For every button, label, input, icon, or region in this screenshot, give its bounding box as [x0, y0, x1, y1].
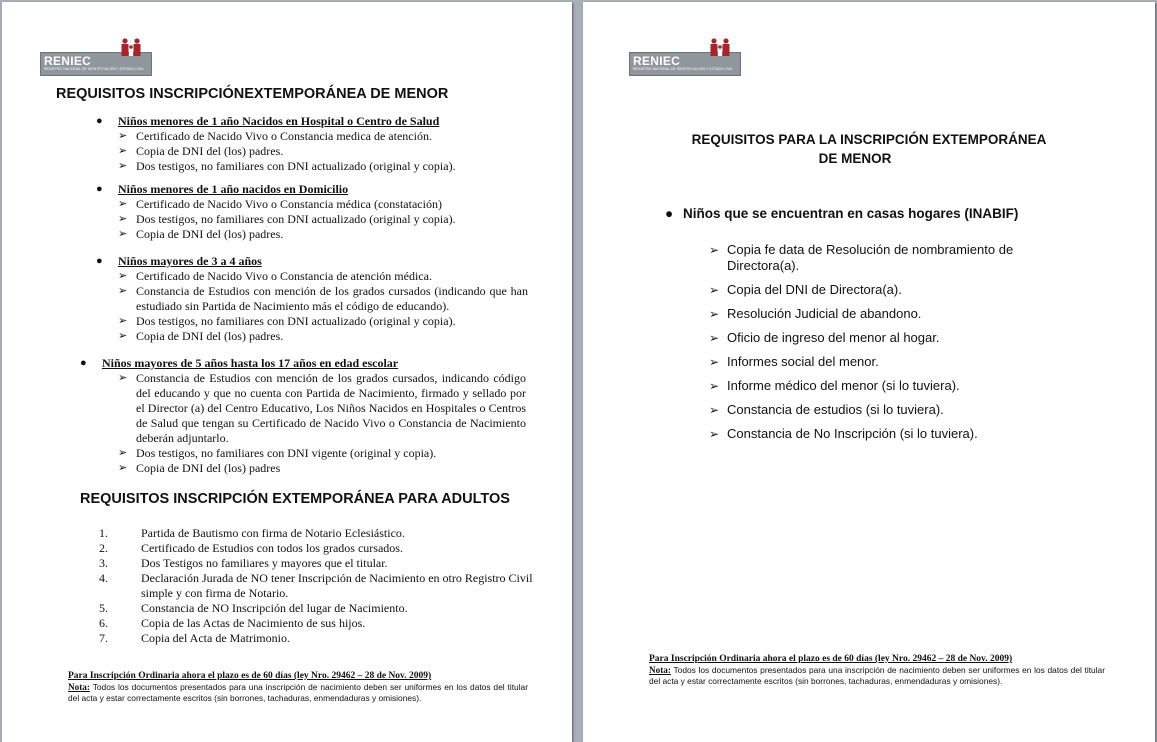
- list-item: ➢ Certificado de Nacido Vivo o Constancia médica (constatación): [118, 197, 442, 211]
- list-item: ➢ Copia del DNI de Directora(a).: [709, 282, 902, 297]
- arrow-bullet-icon: ➢: [709, 307, 720, 321]
- adults-list: [99, 526, 554, 646]
- arrow-bullet-icon: ➢: [709, 355, 720, 369]
- arrow-bullet-icon: ➢: [709, 427, 720, 441]
- numbered-item: 5. Constancia de NO Inscripción del lugar de Nacimiento.: [99, 601, 408, 615]
- document-page-left: [2, 2, 572, 742]
- arrow-bullet-icon: ➢: [118, 330, 128, 342]
- numbered-item: 4. Declaración Jurada de NO tener Inscripción de Nacimiento en otro Registro Civil simple y con firma de Notario.: [99, 571, 533, 600]
- arrow-bullet-icon: ➢: [118, 213, 128, 225]
- arrow-bullet-icon: ➢: [118, 160, 128, 172]
- title-line: DE MENOR: [818, 151, 892, 166]
- list-item: ➢ Dos testigos, no familiares con DNI actualizado (original y copia).: [118, 212, 456, 226]
- bullet-icon: ●: [80, 357, 87, 369]
- numbered-item: 2. Certificado de Estudios con todos los grados cursados.: [99, 541, 403, 555]
- arrow-bullet-icon: ➢: [118, 130, 128, 142]
- bullet-icon: ●: [96, 183, 103, 195]
- numbered-item: 1. Partida de Bautismo con firma de Notario Eclesiástico.: [99, 526, 405, 540]
- inabif-list: [709, 242, 1049, 450]
- arrow-bullet-icon: ➢: [709, 243, 720, 257]
- title-line: REQUISITOS PARA LA INSCRIPCIÓN EXTEMPORÁNEA: [691, 132, 1047, 147]
- list-item: ➢ Copia de DNI del (los) padres.: [118, 329, 284, 343]
- arrow-bullet-icon: ➢: [709, 283, 720, 297]
- page-title: REQUISITOS INSCRIPCIÓNEXTEMPORÁNEA DE MENOR: [56, 86, 449, 102]
- list-item: ➢ Copia de DNI del (los) padres.: [118, 227, 284, 241]
- arrow-bullet-icon: ➢: [118, 228, 128, 240]
- list-item: ➢ Resolución Judicial de abandono.: [709, 306, 922, 321]
- arrow-bullet-icon: ➢: [118, 372, 128, 384]
- list-item: ➢ Certificado de Nacido Vivo o Constancia medica de atención.: [118, 129, 432, 143]
- bullet-icon: ●: [665, 206, 674, 221]
- section-heading: ● Niños menores de 1 año Nacidos en Hospital o Centro de Salud: [96, 114, 440, 128]
- footer-deadline: Para Inscripción Ordinaria ahora el plazo es de 60 días (ley Nro. 29462 – 28 de Nov. 2009): [649, 654, 1013, 664]
- logo-subtext: REGISTRO NACIONAL DE IDENTIFICACIÓN Y ESTADO CIVIL: [44, 67, 145, 71]
- footer-deadline: Para Inscripción Ordinaria ahora el plazo es de 60 días (ley Nro. 29462 – 28 de Nov. 2009): [68, 671, 432, 681]
- document-page-right: [583, 2, 1155, 742]
- arrow-bullet-icon: ➢: [118, 145, 128, 157]
- footer-note-text: Nota: Todos los documentos presentados para una inscripción de nacimiento deben ser uniformes en los datos del titular del acta y estar correctamente escritos (sin borrones, tachaduras, enmendaduras y omisiones).: [68, 682, 528, 703]
- reniec-logo: [629, 38, 747, 78]
- footer-note: [649, 654, 1105, 687]
- list-item: ➢ Dos testigos, no familiares con DNI actualizado (original y copia).: [118, 314, 456, 328]
- family-figures-icon: [707, 38, 737, 56]
- page-title: [583, 130, 1155, 168]
- list-item: ➢ Copia de DNI del (los) padres.: [118, 144, 284, 158]
- logo-subtext: REGISTRO NACIONAL DE IDENTIFICACIÓN Y ESTADO CIVIL: [633, 67, 734, 71]
- logo-text: RENIEC: [633, 54, 681, 68]
- list-item: ➢ Copia de DNI del (los) padres: [118, 461, 281, 475]
- arrow-bullet-icon: ➢: [118, 198, 128, 210]
- numbered-item: 7. Copia del Acta de Matrimonio.: [99, 631, 290, 645]
- list-item: ➢ Dos testigos, no familiares con DNI actualizado (original y copia).: [118, 159, 456, 173]
- section-inabif: [665, 206, 1019, 221]
- footer-note-text: Nota: Todos los documentos presentados para una inscripción de nacimiento deben ser uniformes en los datos del titular del acta y estar correctamente escritos (sin borrones, tachaduras, enmendaduras y omisiones).: [649, 665, 1105, 686]
- section-3-4-anos: [96, 254, 528, 344]
- list-item: ➢ Constancia de Estudios con mención de los grados cursados, indicando código del educando y que no cuenta con Partida de Nacimiento, firmado y sellado por el Director (a) del Centro Educativo, Los Niños Nacidos en Hospitales o Centros de Salud que tengan su Certificado de Nacido Vivo o Constancia de Nacimiento deberán adjuntarlo.: [118, 371, 526, 445]
- list-item: ➢ Oficio de ingreso del menor al hogar.: [709, 330, 940, 345]
- section-heading: ● Niños mayores de 5 años hasta los 17 años en edad escolar: [80, 356, 399, 370]
- list-item: ➢ Dos testigos, no familiares con DNI vigente (original y copia).: [118, 446, 437, 460]
- arrow-bullet-icon: ➢: [118, 285, 128, 297]
- arrow-bullet-icon: ➢: [709, 379, 720, 393]
- section-heading: ● Niños menores de 1 año nacidos en Domicilio: [96, 182, 349, 196]
- list-item: ➢ Informes social del menor.: [709, 354, 879, 369]
- bullet-icon: ●: [96, 255, 103, 267]
- adults-title: REQUISITOS INSCRIPCIÓN EXTEMPORÁNEA PARA ADULTOS: [80, 491, 510, 507]
- arrow-bullet-icon: ➢: [118, 447, 128, 459]
- family-figures-icon: [118, 38, 148, 56]
- list-item: ➢ Copia fe data de Resolución de nombramiento de Directora(a).: [709, 242, 1014, 273]
- list-item: ➢ Informe médico del menor (si lo tuviera).: [709, 378, 960, 393]
- arrow-bullet-icon: ➢: [118, 462, 128, 474]
- section-5-17-anos: [80, 356, 526, 476]
- section-domicilio: [96, 182, 518, 242]
- section-heading: ● Niños mayores de 3 a 4 años: [96, 254, 262, 268]
- section-heading: ● Niños que se encuentran en casas hogares (INABIF): [665, 206, 1019, 221]
- section-hospital: [96, 114, 518, 174]
- list-item: ➢ Constancia de estudios (si lo tuviera).: [709, 402, 944, 417]
- footer-note: [68, 671, 528, 704]
- arrow-bullet-icon: ➢: [118, 315, 128, 327]
- list-item: ➢ Constancia de Estudios con mención de los grados cursados (indicando que han estudiado sin Partida de Nacimiento más el código de educando).: [118, 284, 528, 313]
- arrow-bullet-icon: ➢: [709, 403, 720, 417]
- arrow-bullet-icon: ➢: [709, 331, 720, 345]
- bullet-icon: ●: [96, 115, 103, 127]
- list-item: ➢ Certificado de Nacido Vivo o Constancia de atención médica.: [118, 269, 432, 283]
- reniec-logo: [40, 38, 158, 78]
- numbered-item: 6. Copia de las Actas de Nacimiento de sus hijos.: [99, 616, 366, 630]
- arrow-bullet-icon: ➢: [118, 270, 128, 282]
- list-item: ➢ Constancia de No Inscripción (si lo tuviera).: [709, 426, 978, 441]
- numbered-item: 3. Dos Testigos no familiares y mayores que el titular.: [99, 556, 388, 570]
- logo-text: RENIEC: [44, 54, 92, 68]
